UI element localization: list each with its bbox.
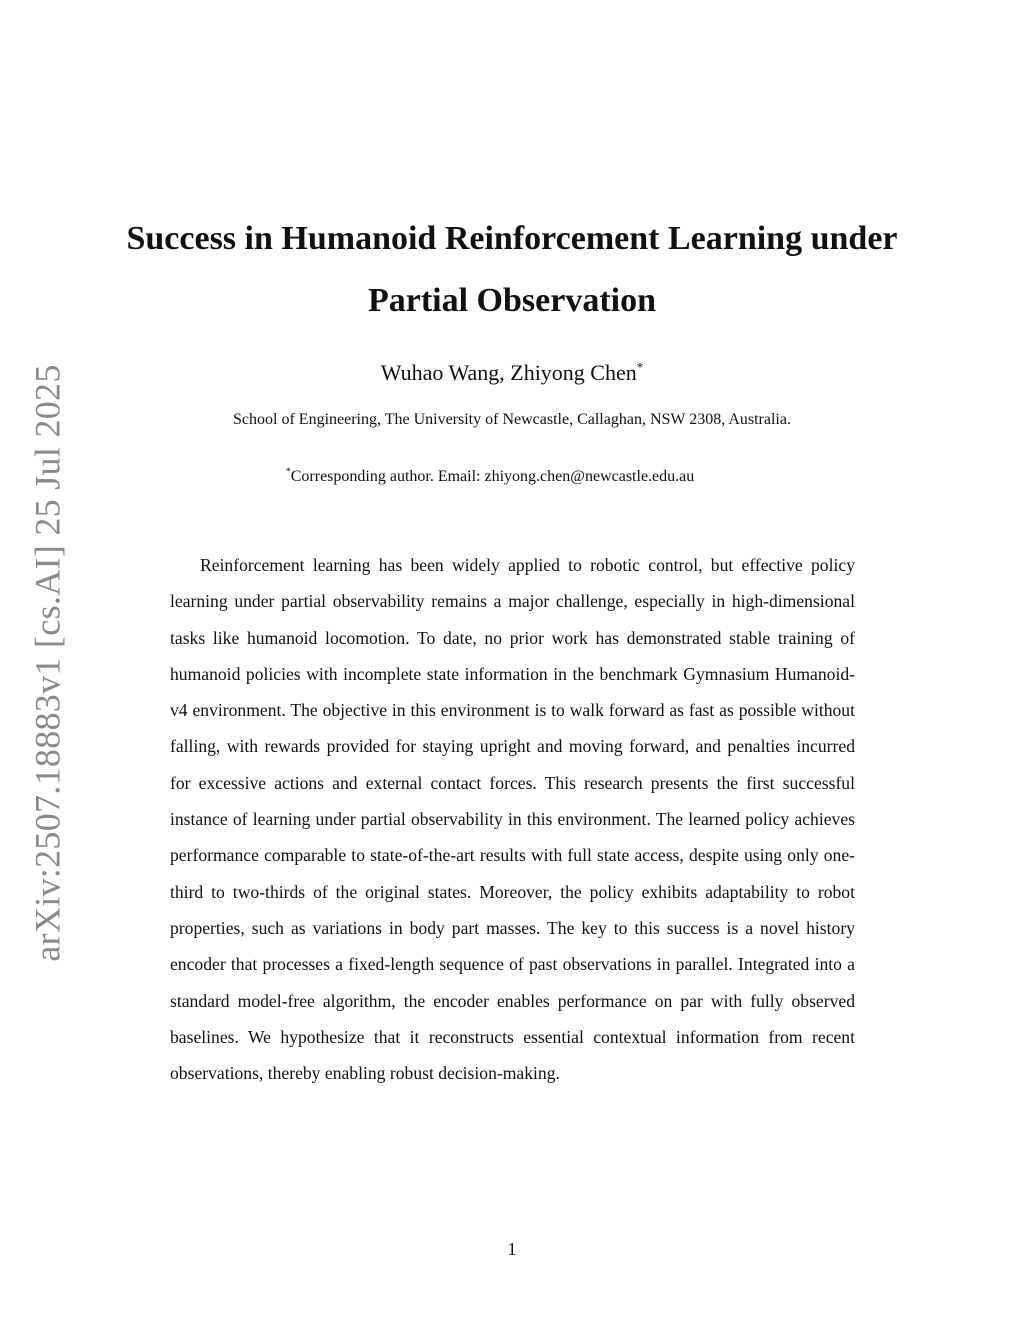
- corresponding-author-note: [100, 465, 880, 489]
- author-affiliation: School of Engineering, The University of Newcastle, Callaghan, NSW 2308, Australia.: [233, 411, 791, 428]
- corresponding-author-mark: *: [636, 359, 644, 375]
- arxiv-identifier-text: arXiv:2507.18883v1 [cs.AI] 25 Jul 2025: [28, 363, 68, 962]
- arxiv-identifier-stamp: [18, 363, 78, 962]
- corresponding-author-text: Corresponding author. Email: zhiyong.chen@newcastle.edu.au: [290, 468, 695, 485]
- abstract-paragraph: Reinforcement learning has been widely applied to robotic control, but effective policy learning under partial observability remains a major challenge, especially in high-dimensional tasks like humanoid locomotion. To date, no prior work has demonstrated stable training of humanoid policies with incomplete state information in the benchmark Gymnasium Humanoid-v4 environment. The objective in this environment is to walk forward as fast as possible without falling, with rewards provided for staying upright and moving forward, and penalties incurred for excessive actions and external contact forces. This research presents the first successful instance of learning under partial observability in this environment. The learned policy achieves performance comparable to state-of-the-art results with full state access, despite using only one-third to two-thirds of the original states. Moreover, the policy exhibits adaptability to robot properties, such as variations in body part masses. The key to this success is a novel history encoder that processes a fixed-length sequence of past observations in parallel. Integrated into a standard model-free algorithm, the encoder enables performance on par with fully observed baselines. We hypothesize that it reconstructs essential contextual information from recent observations, thereby enabling robust decision-making.: [170, 555, 855, 1084]
- corresponding-note-mark: *: [285, 466, 291, 478]
- page-number: 1: [507, 1239, 517, 1259]
- paper-title: Success in Humanoid Reinforcement Learning under Partial Observation: [126, 220, 898, 319]
- author-names: Wuhao Wang, Zhiyong Chen: [380, 360, 637, 385]
- author-line: [100, 358, 924, 388]
